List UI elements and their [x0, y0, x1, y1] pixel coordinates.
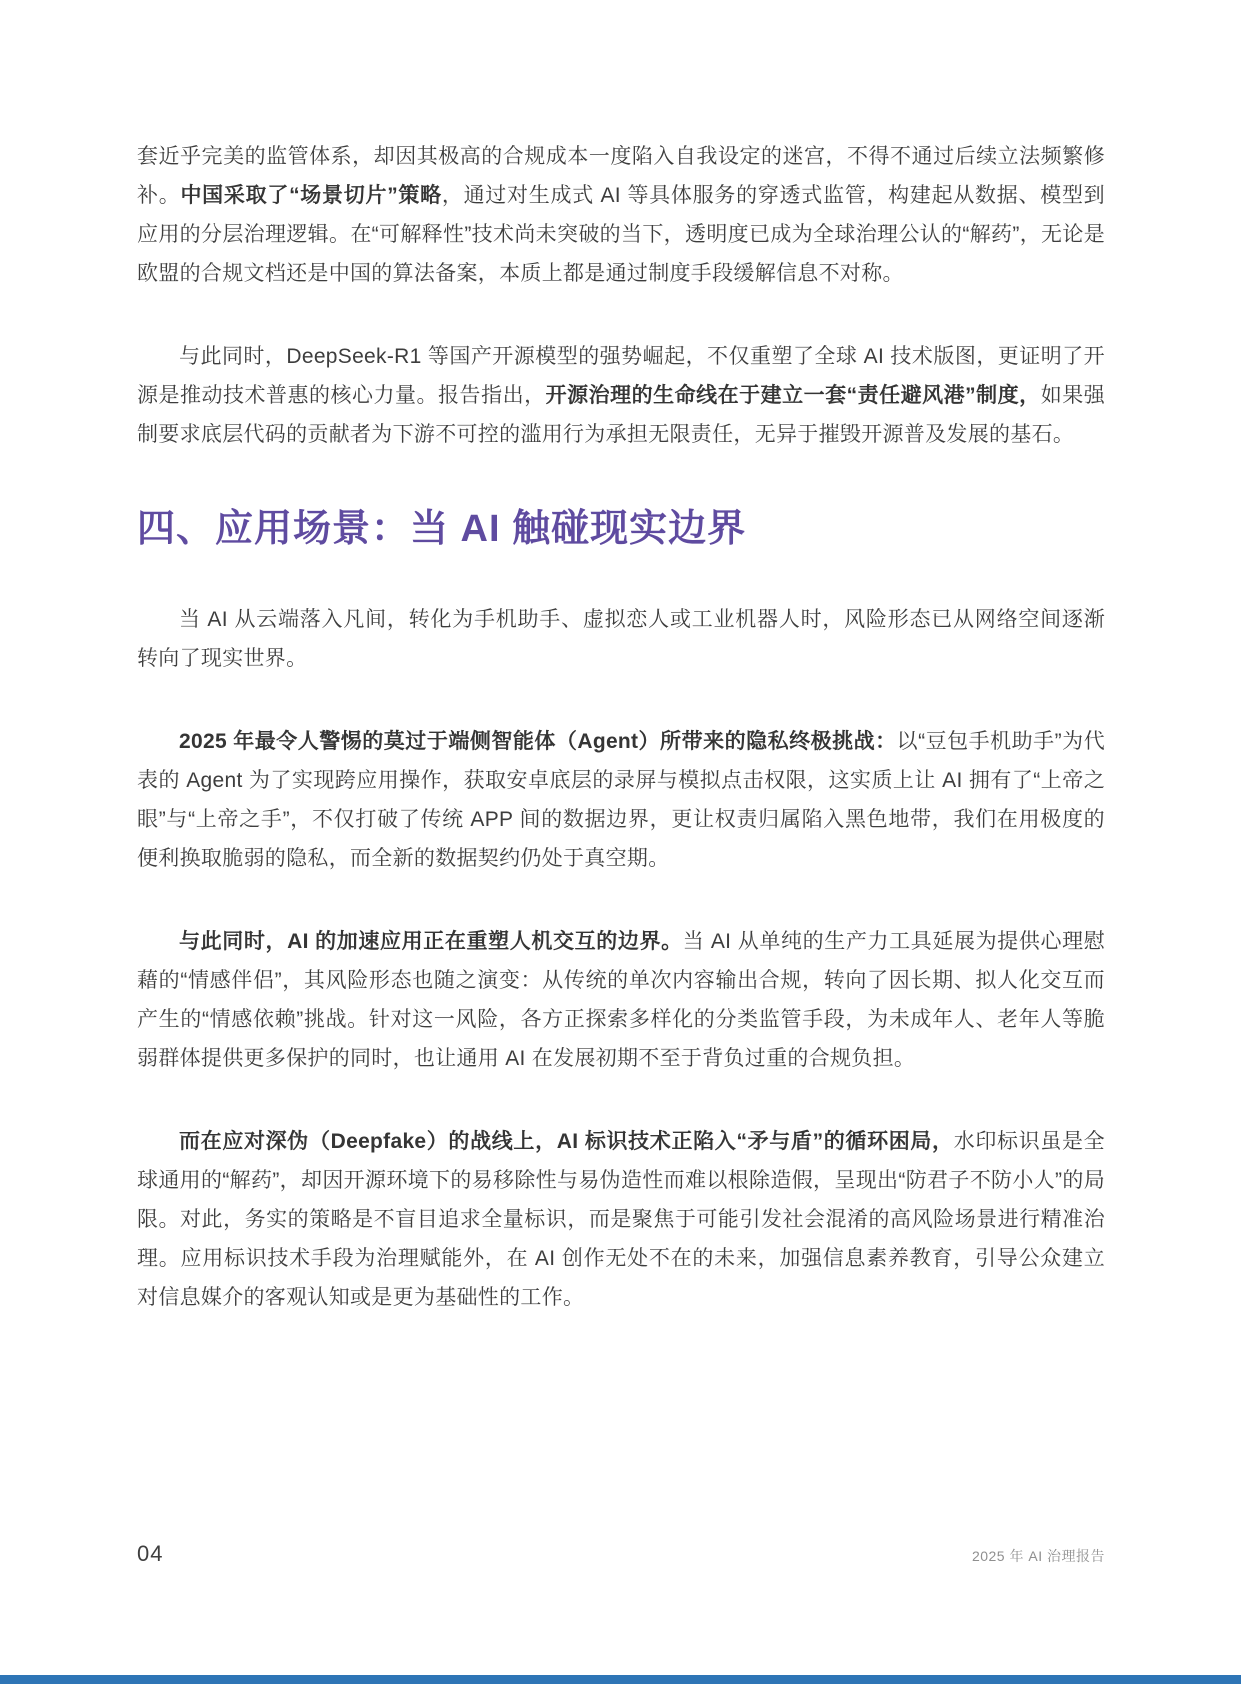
footer-report-title: 2025 年 AI 治理报告	[971, 1548, 1105, 1564]
paragraph-agent-privacy	[137, 722, 1105, 878]
paragraph-text: 如果强制要求底层代码的贡献者为下游不可控的滥用行为承担无限责任，无异于摧毁开源普及发展的基石。	[137, 384, 1105, 446]
paragraph-text: 水印标识虽是全球通用的“解药”，却因开源环境下的易移除性与易伪造性而难以根除造假，呈现出“防君子不防小人”的局限。对此，务实的策略是不盲目追求全量标识，而是聚焦于可能引发社会混淆的高风险场景进行精准治理。应用标识技术手段为治理赋能外，在 AI 创作无处不在的未来，加强信息素养教育，引导公众建立对信息媒介的客观认知或是更为基础性的工作。	[137, 1130, 1105, 1309]
paragraph-bold-text: 而在应对深伪（Deepfake）的战线上，AI 标识技术正陷入“矛与盾”的循环困局，	[179, 1130, 954, 1153]
paragraph-text: 套近乎完美的监管体系，却因其极高的合规成本一度陷入自我设定的迷宫，不得不通过后续立法频繁修补。	[137, 145, 1105, 207]
page-content	[137, 137, 1105, 1317]
paragraph-bold-text: 开源治理的生命线在于建立一套“责任避风港”制度，	[545, 384, 1041, 407]
bottom-edge-bar	[0, 1675, 1241, 1684]
paragraph-bold-text: 2025 年最令人警惕的莫过于端侧智能体（Agent）所带来的隐私终极挑战：	[179, 730, 897, 753]
footer-page-number: 04	[137, 1541, 164, 1566]
paragraph-deepfake-labeling	[137, 1122, 1105, 1317]
paragraph-human-machine-interaction	[137, 922, 1105, 1078]
paragraph-text: 以“豆包手机助手”为代表的 Agent 为了实现跨应用操作，获取安卓底层的录屏与模拟点击权限，这实质上让 AI 拥有了“上帝之眼”与“上帝之手”，不仅打破了传统 APP 间的数据边界，更让权责归属陷入黑色地带，我们在用极度的便利换取脆弱的隐私，而全新的数据契约仍处于真空期。	[137, 730, 1105, 870]
paragraph-bold-text: 与此同时，AI 的加速应用正在重塑人机交互的边界。	[179, 930, 683, 953]
paragraph-text: ，通过对生成式 AI 等具体服务的穿透式监管，构建起从数据、模型到应用的分层治理逻辑。在“可解释性”技术尚未突破的当下，透明度已成为全球治理公认的“解药”，无论是欧盟的合规文档还是中国的算法备案，本质上都是通过制度手段缓解信息不对称。	[137, 184, 1105, 285]
paragraph-open-source	[137, 337, 1105, 454]
paragraph-ai-to-reality	[137, 600, 1105, 678]
paragraph-text: 与此同时，DeepSeek-R1 等国产开源模型的强势崛起，不仅重塑了全球 AI 技术版图，更证明了开源是推动技术普惠的核心力量。报告指出，	[137, 345, 1105, 407]
paragraph-regulation-system	[137, 137, 1105, 293]
section-heading-application-scenarios: 四、应用场景：当 AI 触碰现实边界	[137, 508, 747, 550]
paragraph-bold-text: 中国采取了“场景切片”策略	[180, 184, 442, 207]
paragraph-text: 当 AI 从云端落入凡间，转化为手机助手、虚拟恋人或工业机器人时，风险形态已从网络空间逐渐转向了现实世界。	[137, 608, 1105, 670]
paragraph-text: 当 AI 从单纯的生产力工具延展为提供心理慰藉的“情感伴侣”，其风险形态也随之演变：从传统的单次内容输出合规，转向了因长期、拟人化交互而产生的“情感依赖”挑战。针对这一风险，各方正探索多样化的分类监管手段，为未成年人、老年人等脆弱群体提供更多保护的同时，也让通用 AI 在发展初期不至于背负过重的合规负担。	[137, 930, 1106, 1070]
